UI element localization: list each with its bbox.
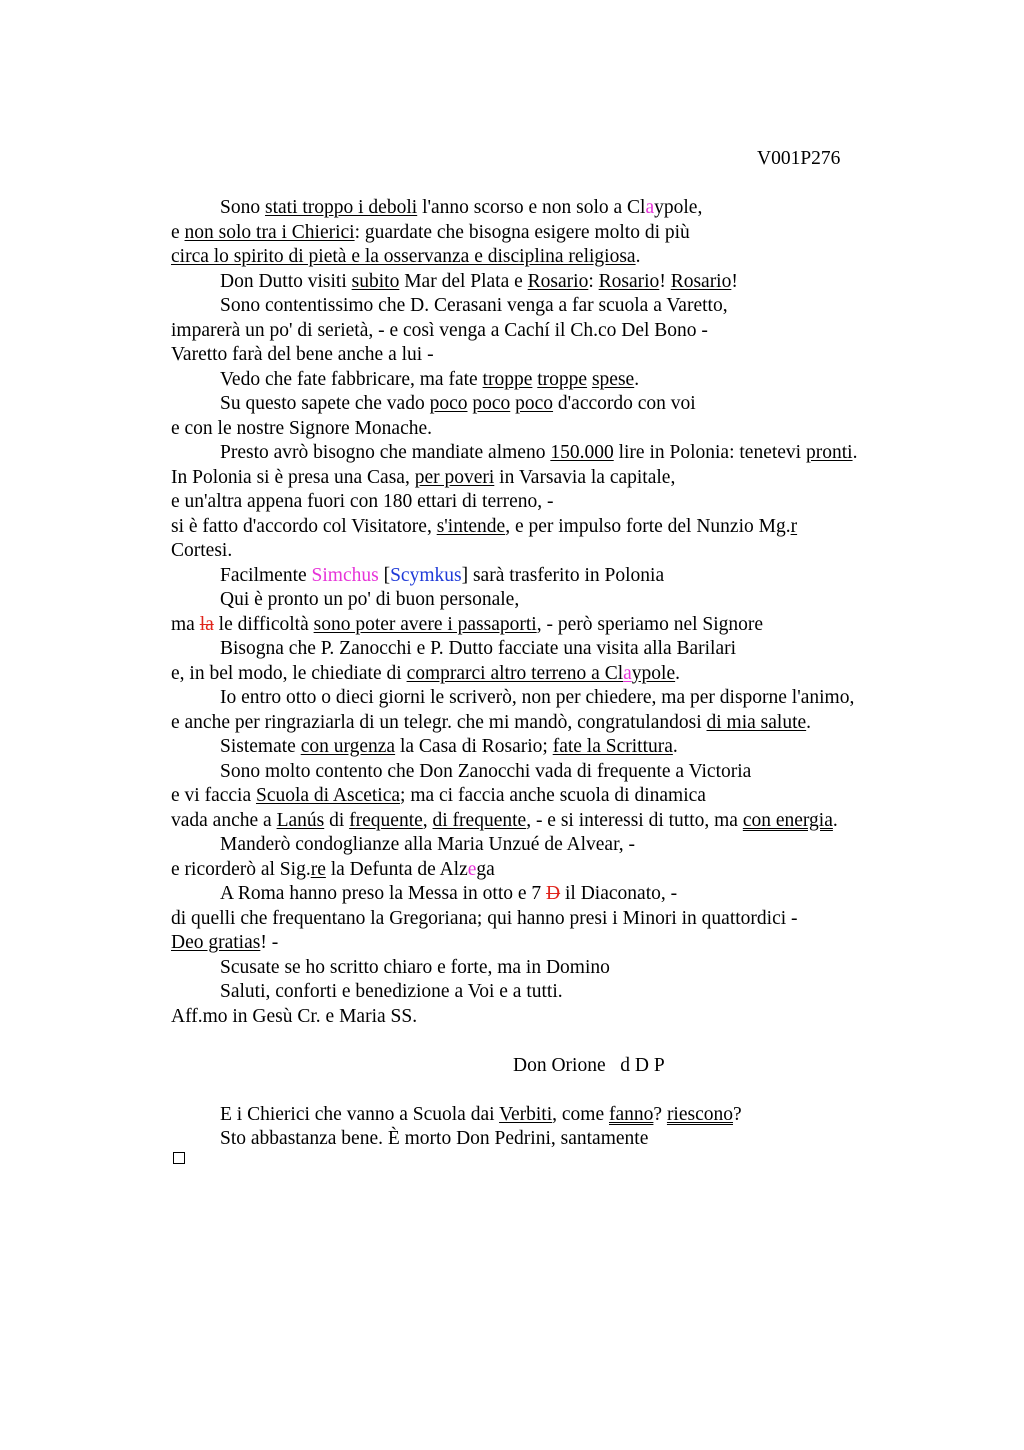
postscript-line: E i Chierici che vanno a Scuola dai Verbiti, come fanno? riescono? xyxy=(220,1103,742,1125)
page-identifier: V001P276 xyxy=(757,148,841,169)
text-line: Vedo che fate fabbricare, ma fate troppe troppe spese. xyxy=(220,368,640,390)
text-line: e un'altra appena fuori con 180 ettari di terreno, - xyxy=(171,491,554,512)
postscript-line: Sto abbastanza bene. È morto Don Pedrini, santamente xyxy=(220,1128,649,1149)
text-line: e, in bel modo, le chiediate di comprarci altro terreno a Claypole. xyxy=(171,662,680,684)
closing-line: Aff.mo in Gesù Cr. e Maria SS. xyxy=(171,1005,418,1027)
text-line: e non solo tra i Chierici: guardate che bisogna esigere molto di più xyxy=(171,221,690,243)
text-line: e ricorderò al Sig.re la Defunta de Alzega xyxy=(171,858,495,880)
text-line: e vi faccia Scuola di Ascetica; ma ci faccia anche scuola di dinamica xyxy=(171,785,706,806)
text-line: Sono contentissimo che D. Cerasani venga a far scuola a Varetto, xyxy=(220,295,728,316)
text-line: Scusate se ho scritto chiaro e forte, ma in Domino xyxy=(220,956,610,978)
text-line: In Polonia si è presa una Casa, per poveri in Varsavia la capitale, xyxy=(171,466,676,488)
text-line: si è fatto d'accordo col Visitatore, s'intende, e per impulso forte del Nunzio Mg.r xyxy=(171,515,798,537)
text-line: Su questo sapete che vado poco poco poco d'accordo con voi xyxy=(220,393,696,414)
text-line: Saluti, conforti e benedizione a Voi e a tutti. xyxy=(220,981,563,1002)
letter-body xyxy=(171,196,931,1152)
double-underlined-text: fanno xyxy=(609,1103,654,1125)
text-line: e con le nostre Signore Monache. xyxy=(171,417,433,439)
signature: Don Orione d D P xyxy=(513,1054,665,1076)
text-line: Varetto farà del bene anche a lui - xyxy=(171,344,434,365)
blank-line xyxy=(171,1078,931,1103)
text-line: circa lo spirito di pietà e la osservanza e disciplina religiosa. xyxy=(171,246,641,267)
text-line: di quelli che frequentano la Gregoriana; qui hanno presi i Minori in quattordici - xyxy=(171,907,798,929)
text-line: ma la le difficoltà sono poter avere i passaporti, - però speriamo nel Signore xyxy=(171,613,764,635)
text-line: Cortesi. xyxy=(171,540,233,561)
deleted-word: la xyxy=(199,613,214,635)
corrected-spelling: Scymkus xyxy=(390,564,462,586)
square-outline-icon xyxy=(173,1152,185,1164)
text-line: Don Dutto visiti subito Mar del Plata e Rosario: Rosario! Rosario! xyxy=(220,270,738,292)
double-underlined-text: riescono xyxy=(666,1103,733,1125)
inserted-letter: a xyxy=(645,197,655,218)
text-line: Facilmente Simchus [Scymkus] sarà trasferito in Polonia xyxy=(220,564,665,586)
text-line: imparerà un po' di serietà, - e così venga a Cachí il Ch.co Del Bono - xyxy=(171,319,708,341)
text-line: Io entro otto o dieci giorni le scriverò, non per chiedere, ma per disporne l'animo, xyxy=(220,687,855,708)
text-line: e anche per ringraziarla di un telegr. che mi mandò, congratulandosi di mia salute. xyxy=(171,711,812,733)
text-line: Manderò condoglianze alla Maria Unzué de Alvear, - xyxy=(220,834,636,855)
blank-line xyxy=(171,1029,931,1054)
text-line: A Roma hanno preso la Messa in otto e 7 D il Diaconato, - xyxy=(220,883,678,904)
text-line: Deo gratias! - xyxy=(171,932,279,953)
deleted-letter: D xyxy=(546,883,561,904)
text-line: Qui è pronto un po' di buon personale, xyxy=(220,589,520,610)
text-line: Sistemate con urgenza la Casa di Rosario; fate la Scrittura. xyxy=(220,736,678,757)
double-underlined-text: con energia xyxy=(742,809,833,831)
text-line: Presto avrò bisogno che mandiate almeno 150.000 lire in Polonia: tenetevi pronti. xyxy=(220,442,858,463)
inserted-letter: a xyxy=(623,662,632,684)
text-line: Sono molto contento che Don Zanocchi vada di frequente a Victoria xyxy=(220,760,752,782)
original-spelling: Simchus xyxy=(311,564,379,586)
text-line: Sono stati troppo i deboli l'anno scorso e non solo a Claypole, xyxy=(220,197,703,218)
inserted-letter: e xyxy=(467,858,477,880)
text-line: vada anche a Lanús di frequente, di frequente, - e si interessi di tutto, ma con energia. xyxy=(171,809,838,831)
text-line: Bisogna che P. Zanocchi e P. Dutto facciate una visita alla Barilari xyxy=(220,638,737,659)
